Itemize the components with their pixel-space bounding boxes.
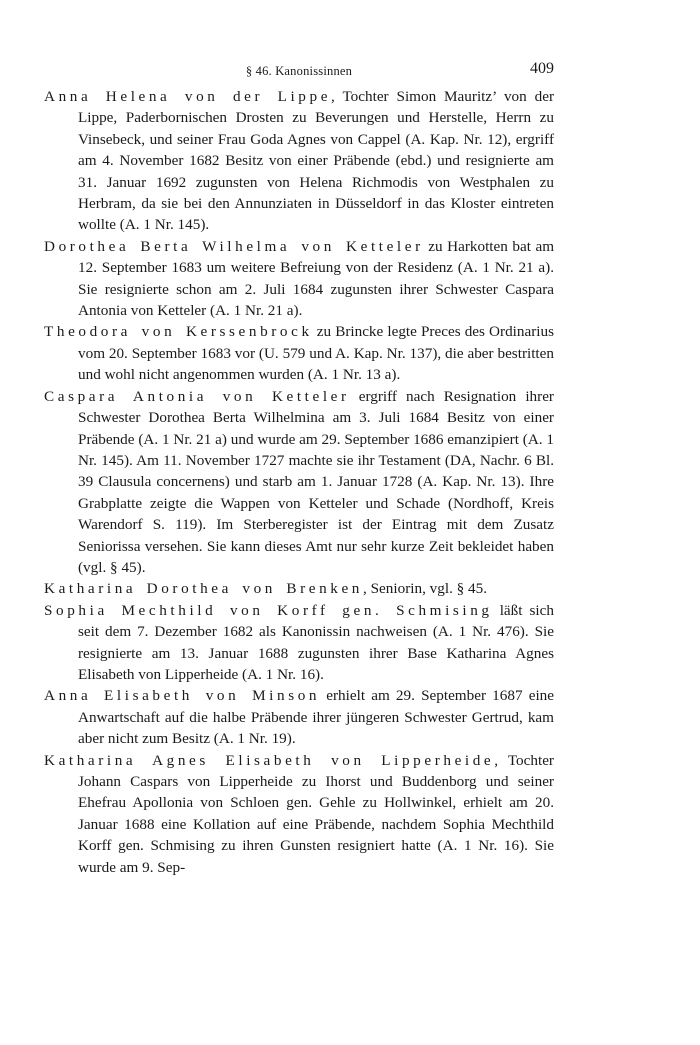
entry-text: läßt sich seit dem 7. Dezember 1682 als Kanonissin nachweisen (A. 1 Nr. 476). Sie resignierte am 13. Januar 1688 zugunsten ihrer Base Katharina Agnes Elisabeth von Lipperheide (A. 1 Nr. 16).	[78, 601, 554, 683]
entry-caspara-antonia-von-ketteler	[44, 386, 554, 579]
entry-name: Katharina Dorothea von Brenken	[44, 580, 364, 598]
entry-anna-elisabeth-von-minson	[44, 685, 554, 749]
entry-name: Katharina Agnes Elisabeth von Lipperheide	[44, 751, 495, 769]
entry-text: ergriff nach Resignation ihrer Schwester Dorothea Berta Wilhelmina am 3. Juli 1684 Besitz von einer Präbende (A. 1 Nr. 21 a) und wurde am 29. September 1686 emanzipiert (A. 1 Nr. 145). Am 11. November 1727 machte sie ihr Testament (DA, Nachr. 6 Bl. 39 Clausula concernens) und starb am 1. Januar 1728 (A. Kap. Nr. 13). Ihre Grabplatte zeigte die Wappen von Ketteler und Schade (Nordhoff, Kreis Warendorf S. 119). Im Sterberegister ist der Eintrag mit dem Zusatz Seniorissa versehen. Sie kann dieses Amt nur sehr kurze Zeit bekleidet haben (vgl. § 45).	[78, 387, 554, 576]
document-page	[44, 60, 554, 878]
entry-dorothea-berta-wilhelma-von-ketteler	[44, 236, 554, 322]
entry-text: , Tochter Simon Mauritz’ von der Lippe, Paderbornischen Drosten zu Beverungen und Herstelle, Herrn zu Vinsebeck, und seiner Frau Goda Agnes von Cappel (A. Kap. Nr. 12), ergriff am 4. November 1682 Besitz von einer Präbende (ebd.) und resignierte am 31. Januar 1692 zugunsten von Helena Richmodis von Westphalen zu Herbram, da sie bei den Annunziaten in Düsseldorf in das Kloster eintreten wollte (A. 1 Nr. 145).	[78, 88, 555, 234]
entry-name: Sophia Mechthild von Korff gen. Schmising	[44, 601, 493, 619]
entry-text: , Tochter Johann Caspars von Lipperheide zu Ihorst und Buddenborg und seiner Ehefrau Apollonia von Schloen gen. Gehle zu Hollwinkel, erhielt am 20. Januar 1688 eine Kollation auf eine Präbende, nachdem Sophia Mechthild Korff gen. Schmising zu ihren Gunsten resigniert hatte (A. 1 Nr. 16). Sie wurde am 9. Sep-	[78, 751, 554, 876]
entry-sophia-mechthild-von-korff	[44, 600, 554, 686]
entry-text: , Seniorin, vgl. § 45.	[363, 580, 488, 598]
entry-name: Theodora von Kerssenbrock	[44, 323, 313, 341]
page-number: 409	[530, 60, 554, 77]
entry-text: zu Harkotten bat am 12. September 1683 um weitere Befreiung von der Residenz (A. 1 Nr. 21 a). Sie resignierte schon am 2. Juli 1684 zugunsten ihrer Schwester Caspara Antonia von Ketteler (A. 1 Nr. 21 a).	[78, 237, 555, 320]
entry-theodora-von-kerssenbrock	[44, 321, 554, 385]
entry-text: erhielt am 29. September 1687 eine Anwartschaft auf die halbe Präbende ihrer jüngeren Schwester Gertrud, kam aber nicht zum Besitz (A. 1 Nr. 19).	[78, 687, 555, 748]
running-header	[44, 60, 554, 86]
entry-name: Anna Elisabeth von Minson	[44, 687, 321, 705]
entry-text: zu Brincke legte Preces des Ordinarius vom 20. September 1683 vor (U. 579 und A. Kap. Nr. 137), die aber bestritten und wohl nicht angenommen wurden (A. 1 Nr. 13 a).	[78, 323, 554, 384]
entry-anna-helena-von-der-lippe	[44, 86, 554, 236]
entry-katharina-agnes-elisabeth-von-lipperheide	[44, 750, 554, 878]
entry-name: Dorothea Berta Wilhelma von Ketteler	[44, 237, 424, 255]
entry-name: Anna Helena von der Lippe	[44, 88, 332, 105]
entry-katharina-dorothea-von-brenken	[44, 578, 554, 599]
section-title: § 46. Kanonissinnen	[245, 64, 353, 78]
entry-name: Caspara Antonia von Ketteler	[44, 387, 350, 405]
